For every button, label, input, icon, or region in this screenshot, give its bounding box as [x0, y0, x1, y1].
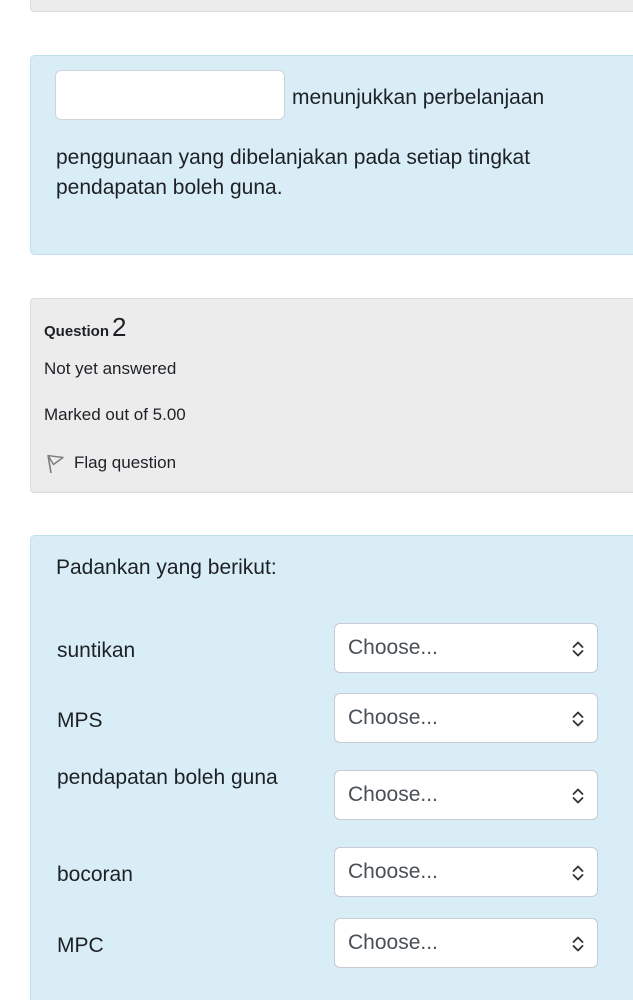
match-row-label: MPS	[57, 709, 103, 732]
flag-icon	[44, 452, 66, 474]
question-1-inline-text: menunjukkan perbelanjaan	[292, 86, 545, 109]
match-row-label: suntikan	[57, 639, 136, 662]
question-1-text: penggunaan yang dibelanjakan pada setiap tingkat pendapatan boleh guna.	[56, 146, 531, 199]
question-grade: Marked out of 5.00	[44, 405, 186, 424]
match-select-value: Choose...	[348, 636, 438, 659]
question-label: Question	[44, 323, 110, 340]
select-arrows-icon	[571, 934, 585, 954]
match-select[interactable]	[334, 918, 598, 968]
previous-question-info	[30, 0, 633, 12]
match-select-value: Choose...	[348, 783, 438, 806]
question-2-content	[30, 535, 633, 1000]
select-arrows-icon	[571, 709, 585, 729]
flag-question-link[interactable]	[44, 452, 176, 474]
select-arrows-icon	[571, 639, 585, 659]
match-select[interactable]	[334, 623, 598, 673]
select-arrows-icon	[571, 786, 585, 806]
question-number: 2	[112, 312, 127, 342]
question-2-info	[30, 298, 633, 493]
match-select[interactable]	[334, 847, 598, 897]
question-1-content	[30, 55, 633, 255]
question-2-prompt: Padankan yang berikut:	[56, 556, 277, 579]
match-row-label: MPC	[57, 934, 104, 957]
answer-input[interactable]	[55, 70, 285, 120]
flag-question-label: Flag question	[74, 453, 177, 472]
question-state: Not yet answered	[44, 359, 177, 378]
select-arrows-icon	[571, 863, 585, 883]
match-select-value: Choose...	[348, 860, 438, 883]
match-row-label: bocoran	[57, 863, 133, 886]
question-title	[44, 312, 126, 343]
match-row-label: pendapatan boleh guna	[57, 766, 278, 789]
match-select-value: Choose...	[348, 931, 438, 954]
match-select[interactable]	[334, 770, 598, 820]
match-select[interactable]	[334, 693, 598, 743]
match-select-value: Choose...	[348, 706, 438, 729]
